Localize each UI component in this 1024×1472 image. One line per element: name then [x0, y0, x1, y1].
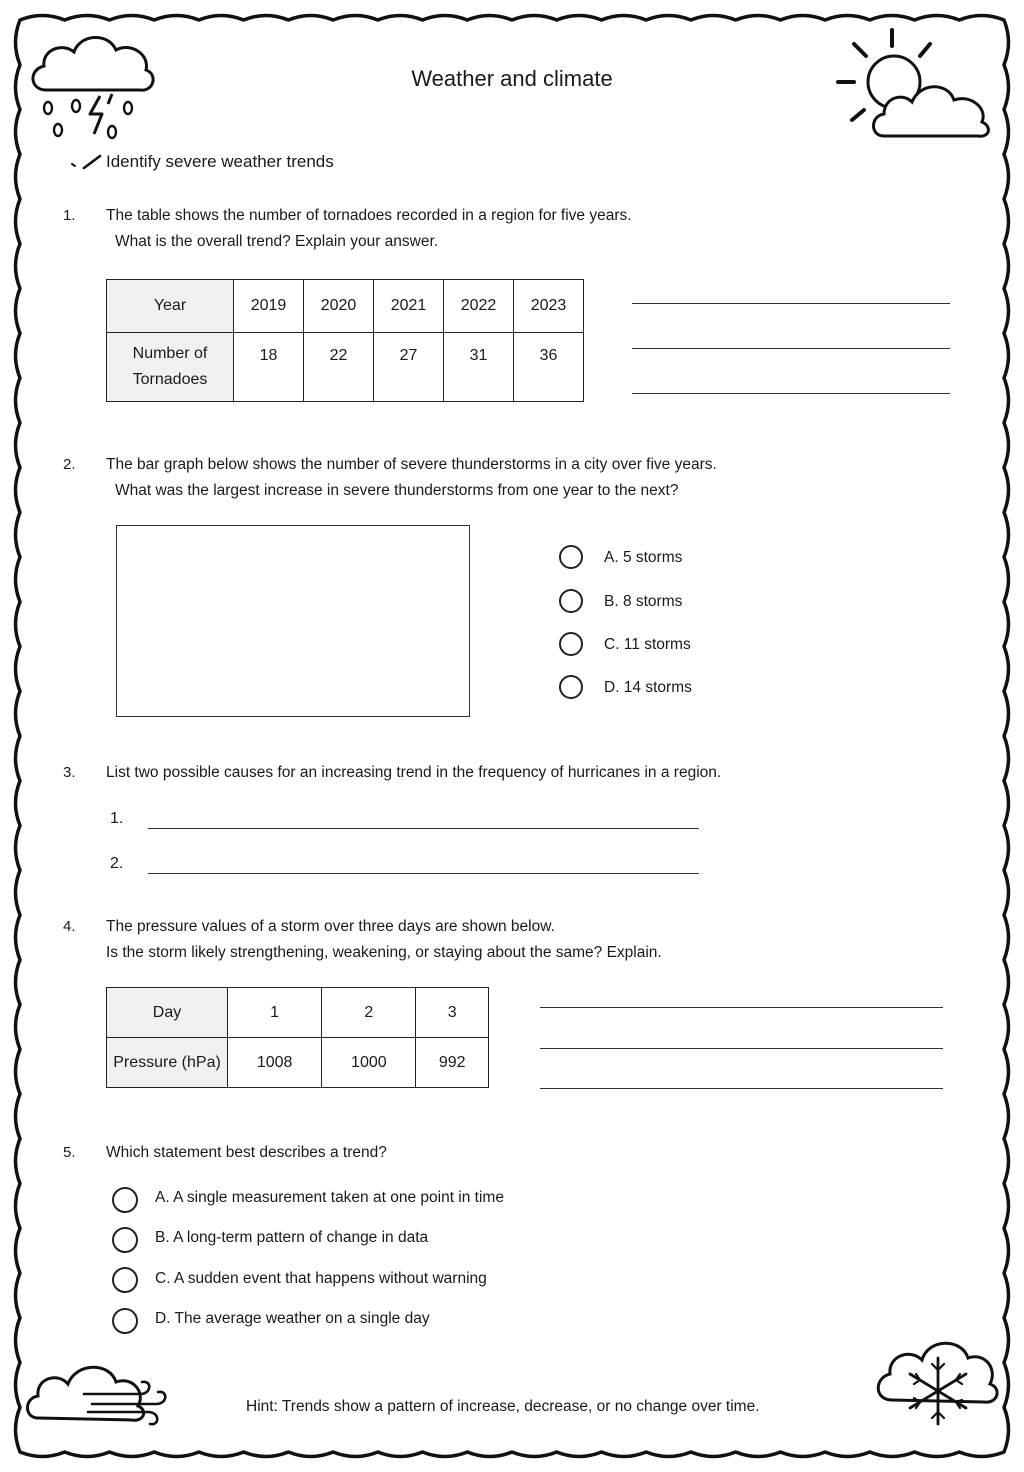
table-cell: 2023 — [514, 280, 584, 333]
table-cell: 18 — [234, 333, 304, 402]
option-label: D. The average weather on a single day — [155, 1310, 430, 1327]
answer-line-label: 1. — [110, 810, 124, 827]
answer-line-label: 2. — [110, 855, 124, 872]
q2-text-line1: The bar graph below shows the number of severe thunderstorms in a city over five years. — [106, 456, 717, 473]
q3-number: 3. — [63, 764, 76, 781]
table-cell: 1000 — [322, 1038, 416, 1088]
option-label: C. 11 storms — [604, 636, 691, 653]
option-label: A. A single measurement taken at one point in time — [155, 1189, 504, 1206]
row-label-line2: Tornadoes — [132, 371, 208, 388]
page-title: Weather and climate — [411, 66, 613, 91]
table-header-cell: Pressure (hPa) — [107, 1038, 228, 1088]
q4-number: 4. — [63, 918, 76, 935]
option-label: B. A long-term pattern of change in data — [155, 1229, 429, 1246]
wind-cloud-icon — [22, 1348, 172, 1428]
q2-text — [106, 452, 717, 504]
option-label: B. 8 storms — [604, 593, 683, 610]
radio-option-c[interactable] — [559, 632, 583, 656]
table-cell: 2 — [322, 988, 416, 1038]
table-header-cell: Year — [107, 280, 234, 333]
table-cell: 2022 — [444, 280, 514, 333]
q4-text-line2: Is the storm likely strengthening, weakening, or staying about the same? Explain. — [106, 944, 662, 961]
radio-option-a[interactable] — [559, 545, 583, 569]
bar-graph-placeholder — [116, 525, 470, 717]
table-cell: 3 — [416, 988, 489, 1038]
answer-line[interactable] — [148, 873, 699, 874]
section-subtitle: Identify severe weather trends — [106, 152, 334, 171]
q5-number: 5. — [63, 1144, 76, 1161]
table-row — [107, 1038, 489, 1088]
radio-option-b[interactable] — [559, 589, 583, 613]
q1-text-line1: The table shows the number of tornadoes recorded in a region for five years. — [106, 207, 632, 224]
table-cell: 1 — [228, 988, 322, 1038]
pencil-icon — [66, 152, 106, 174]
answer-line[interactable] — [540, 1048, 943, 1049]
q2-text-line2: What was the largest increase in severe thunderstorms from one year to the next? — [115, 482, 679, 499]
option-label: D. 14 storms — [604, 679, 692, 696]
q1-text — [106, 203, 632, 255]
answer-line[interactable] — [540, 1088, 943, 1089]
option-label: A. 5 storms — [604, 549, 683, 566]
q5-text: Which statement best describes a trend? — [106, 1144, 387, 1161]
table-row — [107, 333, 584, 402]
table-row — [107, 988, 489, 1038]
table-cell: 2019 — [234, 280, 304, 333]
table-cell: 2021 — [374, 280, 444, 333]
table-cell: 27 — [374, 333, 444, 402]
q4-text — [106, 914, 662, 966]
table-cell: 36 — [514, 333, 584, 402]
tornado-table — [106, 279, 584, 402]
table-header-cell: Day — [107, 988, 228, 1038]
q4-text-line1: The pressure values of a storm over three days are shown below. — [106, 918, 555, 935]
q1-text-line2: What is the overall trend? Explain your answer. — [115, 233, 439, 250]
radio-option-b[interactable] — [112, 1227, 138, 1253]
table-cell: 1008 — [228, 1038, 322, 1088]
q3-text: List two possible causes for an increasing trend in the frequency of hurricanes in a region. — [106, 764, 722, 781]
q2-number: 2. — [63, 456, 76, 473]
table-cell: 992 — [416, 1038, 489, 1088]
answer-line[interactable] — [540, 1007, 943, 1008]
table-row — [107, 280, 584, 333]
radio-option-c[interactable] — [112, 1267, 138, 1293]
radio-option-d[interactable] — [559, 675, 583, 699]
hint-text: Hint: Trends show a pattern of increase, decrease, or no change over time. — [246, 1398, 760, 1415]
table-cell: 31 — [444, 333, 514, 402]
radio-option-d[interactable] — [112, 1308, 138, 1334]
table-cell: 2020 — [304, 280, 374, 333]
row-label-line1: Number of — [132, 345, 208, 362]
table-header-cell — [107, 333, 234, 402]
answer-line[interactable] — [148, 828, 699, 829]
pressure-table — [106, 987, 489, 1088]
snow-cloud-icon — [870, 1328, 1000, 1438]
radio-option-a[interactable] — [112, 1187, 138, 1213]
answer-line[interactable] — [632, 393, 950, 394]
answer-line[interactable] — [632, 348, 950, 349]
table-cell: 22 — [304, 333, 374, 402]
q1-number: 1. — [63, 207, 76, 224]
option-label: C. A sudden event that happens without warning — [155, 1270, 487, 1287]
answer-line[interactable] — [632, 303, 950, 304]
